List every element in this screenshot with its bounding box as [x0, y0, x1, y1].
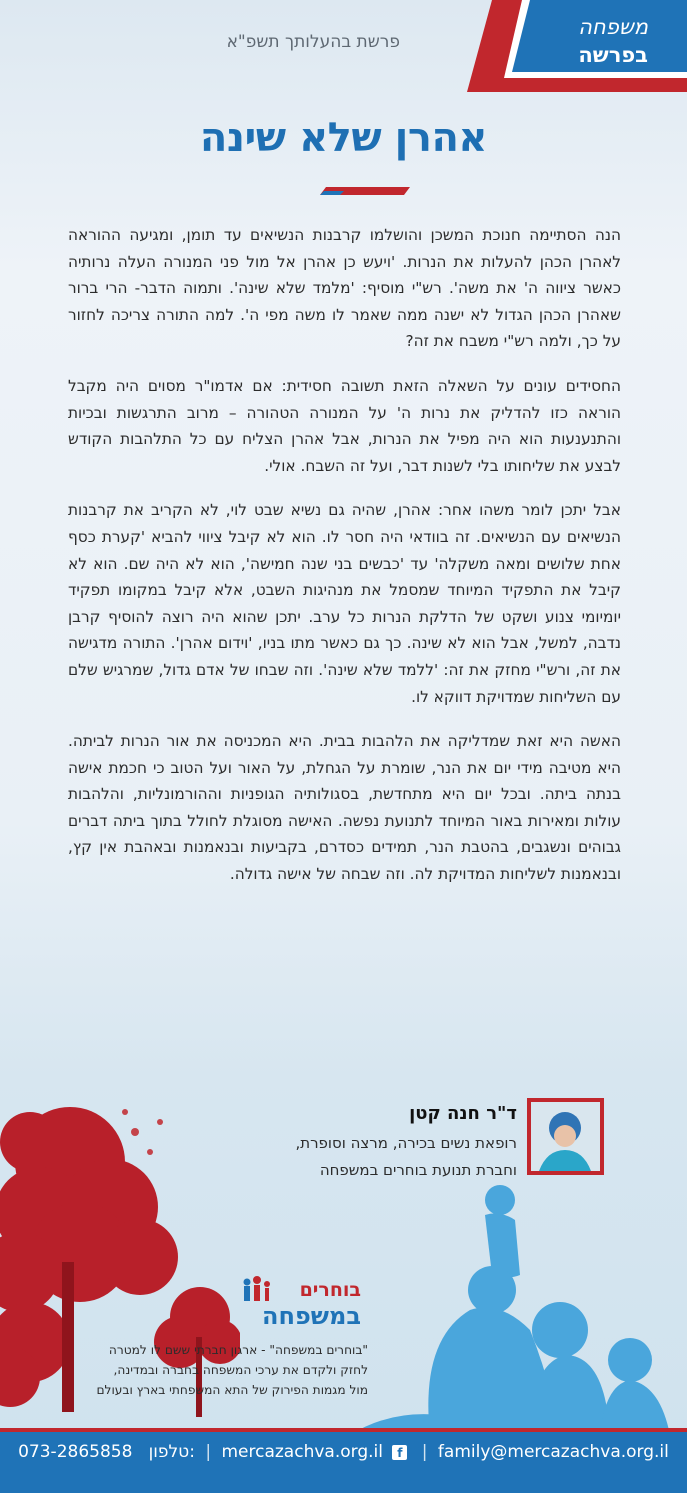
footer-separator: |: [421, 1442, 428, 1462]
title-underline: [320, 180, 410, 188]
org-logo-line1: בוחרים: [299, 1279, 361, 1301]
footer-phone[interactable]: 073-2865858: [18, 1442, 133, 1462]
parasha-label: פרשת בהעלותך תשפ"א: [226, 32, 400, 52]
footer-contact: [0, 1442, 687, 1462]
paragraph-3: אבל יתכן לומר משהו אחר: אהרן, שהיה גם נשיא שבט לוי, לא הקריב את קרבנות הנשיאים עם הנשיאים. זה בוודאי היה חסר לו. הוא לא קיבל ציווי להביא 'קערת כסף אחת שלושים ומאה משקלה' עד 'כבשים בני שנה חמישה', הוא לא היה שם. הוא לא קיבל את התפקיד המיוחד שמסמל את מנהיגות השבט, אלא קיבל במקומו תפקיד יומיומי צנוע ושקט של הדלקת הנרות כל ערב. יתכן שהוא היה רוצה להוסיף קרבן נדבה, למשל, אבל הוא לא שינה. כך גם כאשר מתו בניו, 'וידום אהרן'. התורה מדגישה את זה, ורש"י מחזק את זה: 'ללמד שלא שינה'. וזה שבחו של אדם גדול, שמרגיש שלם עם השליחות שמדויקת דווקא לו.: [68, 501, 621, 706]
facebook-icon[interactable]: f: [392, 1445, 407, 1460]
footer-website[interactable]: mercazachva.org.il: [221, 1442, 383, 1462]
article-title: אהרן שלא שינה: [199, 115, 488, 161]
footer-red-line: [0, 1428, 687, 1432]
org-logo-line2: במשפחה: [262, 1302, 361, 1330]
bocharim-bamishpacha-logo: [225, 1270, 365, 1336]
mishpacha-baparasha-logo: [452, 0, 687, 92]
author-description-line2: וחברת תנועת בוחרים במשפחה: [319, 1161, 517, 1179]
paragraph-2: החסידים עונים על השאלה הזאת תשובה חסידית: אם אדמו"ר מסוים היה מקבל הוראה כזו להדליק את נרות ה' על המנורה הטהורה – מרוב התרגשות ובכיות והתנענעות הוא היה מפיל את הנרות, אבל אהרן הצליח עם כל התלהבות הקודש לבצע את שליחותו בלי לשנות דבר, ועל זה השבח. אולי.: [68, 376, 621, 475]
org-about-line: מול מגמות הפירוק של התא המשפחתי בארץ ובעולם: [96, 1383, 368, 1397]
logo-line1: משפחה: [578, 15, 648, 39]
footer-phone-label: טלפון:: [148, 1442, 195, 1462]
author-photo: [527, 1098, 604, 1175]
org-about-line: לחזק ולקדם את ערכי המשפחה בחברה ובמדינה,: [113, 1363, 368, 1377]
logo-line2: בפרשה: [578, 43, 648, 67]
footer-email[interactable]: family@mercazachva.org.il: [437, 1442, 669, 1462]
paragraph-4: האשה היא זאת שמדליקה את הלהבות בבית. היא המכניסה את אור הנרות לביתה. היא מטיבה מידי יום את הנר, שומרת על הגחלת, על האור ועל הטוב כי חכמת אישה בנתה ביתה. ובכל יום היא מתחדשת, בסגולותיה הגופניות וההורמונליות, והלהבות עולות ומאירות באור המיוחד לתנועת נפשה. האישה מסוגלת לחולל בתוך ביתה דברים גבוהים ונשגבים, בהטבת הנר, תמידים כסדרם, בקביעות ובנאמנות ובאהבת אין קץ, ובנאמנות לשליחות המדויקת לה. וזה שבחה של אישה גדולה.: [68, 732, 621, 884]
org-about: [18, 1340, 368, 1400]
org-about-line: "בוחרים במשפחה" - ארגון חברתי ששם לו למטרה: [108, 1343, 368, 1357]
article-body: [68, 222, 621, 906]
paragraph-1: הנה הסתיימה חנוכת המשכן והושלמו קרבנות הנשיאים עד תומן, ומגיעה ההוראה לאהרן הכהן להעלות את הנרות. 'ויעש כן אהרן אל מול פני המנורה העלה נרותיה כאשר ציווה ה' את משה'. רש"י מוסיף: 'מלמד שלא שינה'. ותמוה הדבר- הרי ברור שאהרן הכהן הגדול לא ישנה ממה שאמר לו משה מפי ה'. למה התורה צריכה לחזור על כך, ולמה רש"י משבח את זה?: [68, 226, 621, 351]
author-description-line1: רופאת נשים בכירה, מרצה וסופרת,: [295, 1134, 517, 1152]
author-name: ד"ר חנה קטן: [409, 1103, 517, 1124]
footer-separator: |: [205, 1442, 212, 1462]
